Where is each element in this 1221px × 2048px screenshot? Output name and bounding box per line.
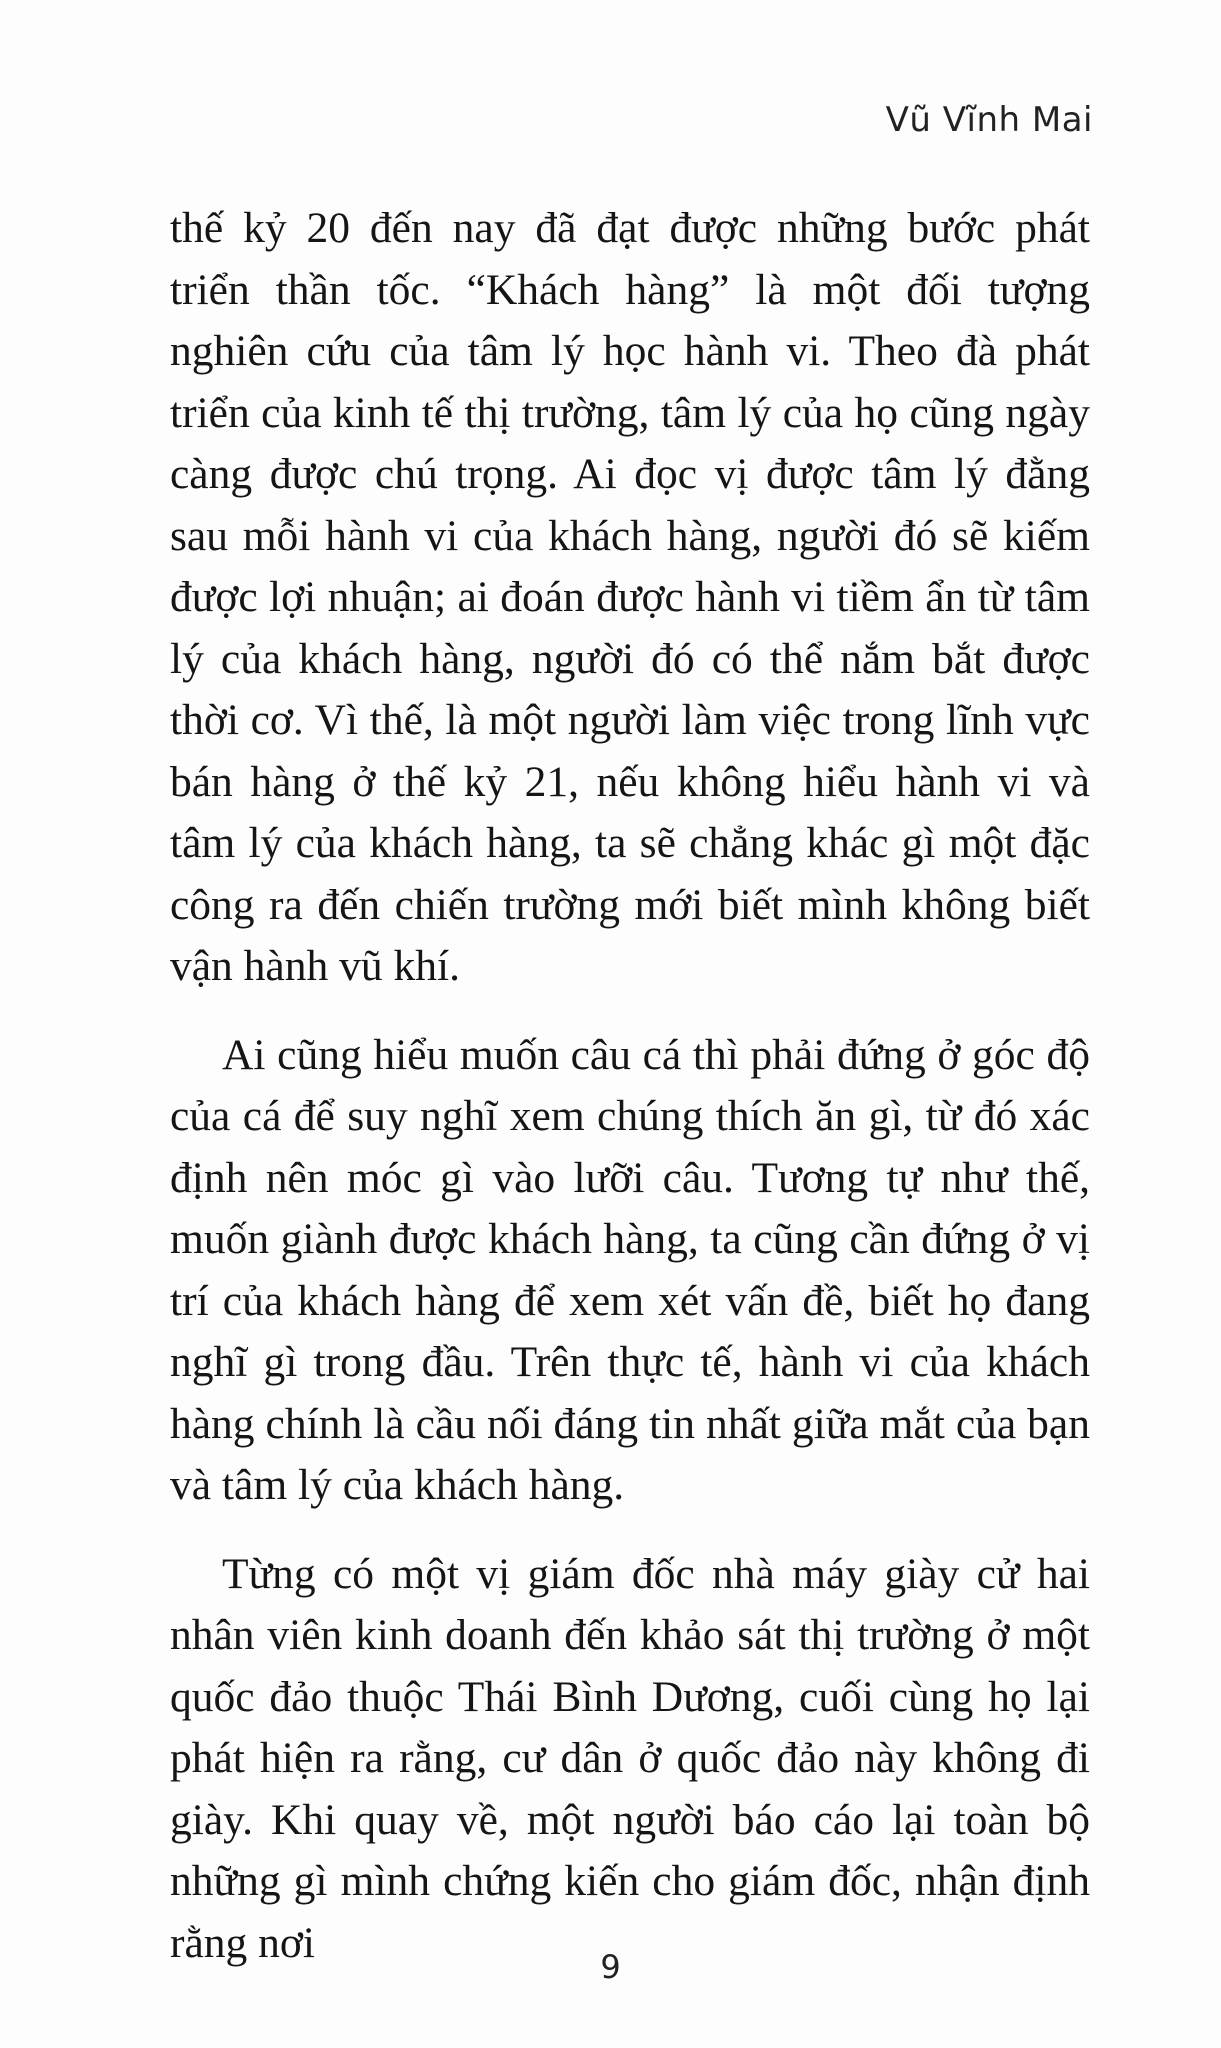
paragraph-1: thế kỷ 20 đến nay đã đạt được những bước phát triển thần tốc. “Khách hàng” là một đối tượng nghiên cứu của tâm lý học hành vi. Theo đà phát triển của kinh tế thị trường, tâm lý của họ cũng ngày càng được chú trọng. Ai đọc vị được tâm lý đằng sau mỗi hành vi của khách hàng, người đó sẽ kiếm được lợi nhuận; ai đoán được hành vi tiềm ẩn từ tâm lý của khách hàng, người đó có thể nắm bắt được thời cơ. Vì thế, là một người làm việc trong lĩnh vực bán hàng ở thế kỷ 21, nếu không hiểu hành vi và tâm lý của khách hàng, ta sẽ chẳng khác gì một đặc công ra đến chiến trường mới biết mình không biết vận hành vũ khí.	[170, 204, 1090, 990]
paragraph-3: Từng có một vị giám đốc nhà máy giày cử hai nhân viên kinh doanh đến khảo sát thị trường ở một quốc đảo thuộc Thái Bình Dương, cuối cùng họ lại phát hiện ra rằng, cư dân ở quốc đảo này không đi giày. Khi quay về, một người báo cáo lại toàn bộ những gì mình chứng kiến cho giám đốc, nhận định rằng nơi	[170, 1549, 1090, 1967]
running-header-author: Vũ Vĩnh Mai	[885, 100, 1093, 140]
body-text	[170, 198, 1090, 1974]
paragraph-2: Ai cũng hiểu muốn câu cá thì phải đứng ở góc độ của cá để suy nghĩ xem chúng thích ăn gì, từ đó xác định nên móc gì vào lưỡi câu. Tương tự như thế, muốn giành được khách hàng, ta cũng cần đứng ở vị trí của khách hàng để xem xét vấn đề, biết họ đang nghĩ gì trong đầu. Trên thực tế, hành vi của khách hàng chính là cầu nối đáng tin nhất giữa mắt của bạn và tâm lý của khách hàng.	[170, 1030, 1090, 1509]
page-number: 9	[600, 1948, 621, 1986]
